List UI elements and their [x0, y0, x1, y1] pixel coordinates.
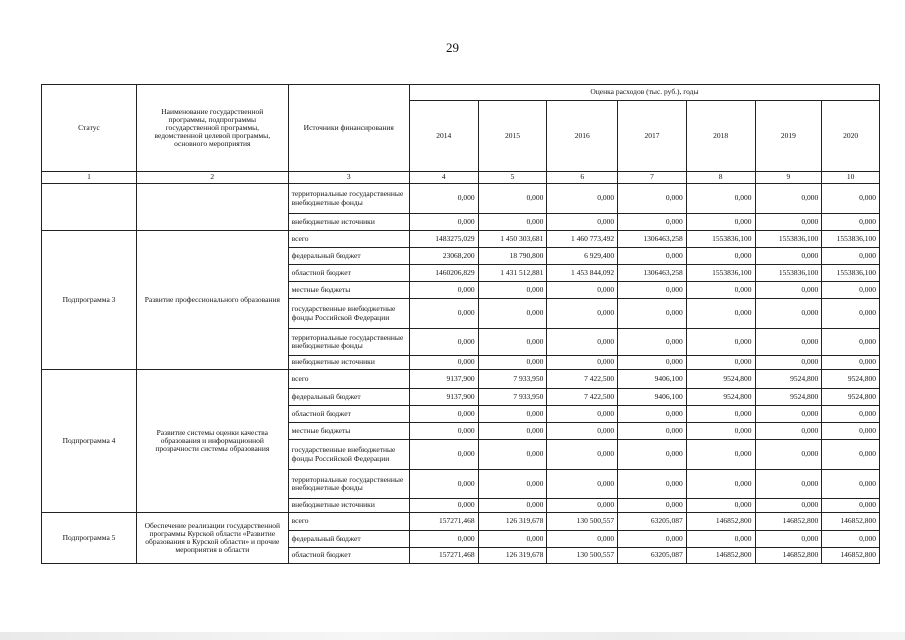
amount-cell: 0,000 — [686, 531, 755, 548]
amount-cell: 0,000 — [755, 470, 822, 499]
amount-cell: 0,000 — [618, 406, 687, 423]
amount-cell: 0,000 — [686, 423, 755, 440]
amount-cell: 7 422,500 — [547, 389, 618, 406]
amount-cell: 0,000 — [822, 248, 880, 265]
amount-cell: 0,000 — [755, 184, 822, 214]
amount-cell: 0,000 — [409, 440, 478, 470]
amount-cell: 0,000 — [755, 531, 822, 548]
funding-source-cell: территориальные государственные внебюджетные фонды — [288, 470, 409, 499]
amount-cell: 1 453 844,092 — [547, 265, 618, 282]
column-number: 9 — [755, 172, 822, 184]
amount-cell: 146852,800 — [822, 513, 880, 531]
amount-cell: 0,000 — [409, 184, 478, 214]
page-number: 29 — [446, 40, 459, 55]
funding-source-cell: территориальные государственные внебюджетные фонды — [288, 329, 409, 356]
amount-cell: 0,000 — [409, 406, 478, 423]
amount-cell: 0,000 — [409, 499, 478, 513]
funding-source-cell: федеральный бюджет — [288, 389, 409, 406]
amount-cell: 0,000 — [547, 356, 618, 370]
amount-cell: 7 933,950 — [478, 389, 547, 406]
amount-cell: 1553836,100 — [822, 265, 880, 282]
amount-cell: 0,000 — [618, 282, 687, 299]
status-cell: Подпрограмма 5 — [42, 513, 137, 564]
amount-cell: 0,000 — [822, 214, 880, 231]
amount-cell: 0,000 — [755, 214, 822, 231]
funding-source-cell: внебюджетные источники — [288, 214, 409, 231]
amount-cell: 0,000 — [755, 356, 822, 370]
status-cell: Подпрограмма 4 — [42, 370, 137, 513]
amount-cell: 0,000 — [547, 531, 618, 548]
amount-cell: 0,000 — [547, 470, 618, 499]
funding-source-cell: всего — [288, 231, 409, 248]
amount-cell: 0,000 — [755, 248, 822, 265]
amount-cell: 0,000 — [822, 499, 880, 513]
amount-cell: 0,000 — [755, 440, 822, 470]
amount-cell: 130 500,557 — [547, 513, 618, 531]
funding-source-cell: областной бюджет — [288, 548, 409, 564]
program-name-cell — [137, 184, 289, 231]
amount-cell: 0,000 — [618, 329, 687, 356]
header-name: Наименование государственной программы, подпрограммы государственной программы, ведомственной целевой программы, основного мероприятия — [137, 85, 289, 172]
header-year: 2016 — [547, 101, 618, 172]
amount-cell: 0,000 — [409, 329, 478, 356]
amount-cell: 1 460 773,492 — [547, 231, 618, 248]
amount-cell: 0,000 — [409, 531, 478, 548]
funding-source-cell: государственные внебюджетные фонды Российской Федерации — [288, 299, 409, 329]
amount-cell: 9524,800 — [755, 389, 822, 406]
amount-cell: 9406,100 — [618, 370, 687, 389]
amount-cell: 0,000 — [409, 299, 478, 329]
amount-cell: 157271,468 — [409, 548, 478, 564]
program-name-cell: Развитие профессионального образования — [137, 231, 289, 370]
amount-cell: 0,000 — [478, 299, 547, 329]
amount-cell: 9524,800 — [822, 389, 880, 406]
amount-cell: 0,000 — [478, 214, 547, 231]
amount-cell: 1553836,100 — [755, 265, 822, 282]
header-year: 2015 — [478, 101, 547, 172]
amount-cell: 126 319,678 — [478, 548, 547, 564]
header-sources: Источники финансирования — [288, 85, 409, 172]
amount-cell: 0,000 — [822, 356, 880, 370]
funding-source-cell: федеральный бюджет — [288, 531, 409, 548]
table-row — [42, 513, 880, 531]
funding-source-cell: местные бюджеты — [288, 423, 409, 440]
table-body — [42, 184, 880, 564]
amount-cell: 0,000 — [822, 299, 880, 329]
amount-cell: 0,000 — [822, 406, 880, 423]
amount-cell: 0,000 — [618, 531, 687, 548]
amount-cell: 0,000 — [409, 282, 478, 299]
amount-cell: 0,000 — [618, 423, 687, 440]
header-estimate: Оценка расходов (тыс. руб.), годы — [409, 85, 879, 101]
funding-source-cell: территориальные государственные внебюджетные фонды — [288, 184, 409, 214]
amount-cell: 126 319,678 — [478, 513, 547, 531]
amount-cell: 1306463,258 — [618, 265, 687, 282]
column-number: 1 — [42, 172, 137, 184]
amount-cell: 0,000 — [822, 470, 880, 499]
amount-cell: 18 790,800 — [478, 248, 547, 265]
funding-source-cell: областной бюджет — [288, 265, 409, 282]
amount-cell: 0,000 — [547, 499, 618, 513]
column-number: 10 — [822, 172, 880, 184]
column-number: 3 — [288, 172, 409, 184]
header-year: 2014 — [409, 101, 478, 172]
funding-source-cell: всего — [288, 513, 409, 531]
column-number: 8 — [686, 172, 755, 184]
amount-cell: 0,000 — [547, 406, 618, 423]
header-year: 2019 — [755, 101, 822, 172]
amount-cell: 0,000 — [409, 356, 478, 370]
table-row — [42, 231, 880, 248]
amount-cell: 7 422,500 — [547, 370, 618, 389]
amount-cell: 0,000 — [822, 329, 880, 356]
amount-cell: 9524,800 — [755, 370, 822, 389]
amount-cell: 0,000 — [686, 299, 755, 329]
budget-table — [41, 84, 880, 564]
table-row — [42, 370, 880, 389]
amount-cell: 0,000 — [618, 214, 687, 231]
amount-cell: 146852,800 — [755, 513, 822, 531]
column-number: 6 — [547, 172, 618, 184]
amount-cell: 63205,087 — [618, 513, 687, 531]
funding-source-cell: государственные внебюджетные фонды Российской Федерации — [288, 440, 409, 470]
amount-cell: 0,000 — [822, 184, 880, 214]
amount-cell: 146852,800 — [822, 548, 880, 564]
amount-cell: 1483275,029 — [409, 231, 478, 248]
program-name-cell: Обеспечение реализации государственной программы Курской области «Развитие образования в Курской области» и прочие мероприятия в области — [137, 513, 289, 564]
amount-cell: 9137,900 — [409, 370, 478, 389]
amount-cell: 0,000 — [547, 184, 618, 214]
amount-cell: 1460206,829 — [409, 265, 478, 282]
amount-cell: 0,000 — [547, 423, 618, 440]
amount-cell: 7 933,950 — [478, 370, 547, 389]
amount-cell: 0,000 — [547, 299, 618, 329]
header-year: 2018 — [686, 101, 755, 172]
amount-cell: 146852,800 — [686, 513, 755, 531]
funding-source-cell: внебюджетные источники — [288, 356, 409, 370]
amount-cell: 0,000 — [686, 356, 755, 370]
table-header — [42, 85, 880, 184]
amount-cell: 0,000 — [822, 423, 880, 440]
amount-cell: 63205,087 — [618, 548, 687, 564]
amount-cell: 0,000 — [618, 356, 687, 370]
amount-cell: 0,000 — [618, 248, 687, 265]
amount-cell: 9137,900 — [409, 389, 478, 406]
amount-cell: 0,000 — [547, 282, 618, 299]
amount-cell: 0,000 — [755, 299, 822, 329]
amount-cell: 9524,800 — [686, 389, 755, 406]
amount-cell: 0,000 — [618, 499, 687, 513]
amount-cell: 0,000 — [755, 499, 822, 513]
column-number: 2 — [137, 172, 289, 184]
amount-cell: 1553836,100 — [686, 231, 755, 248]
amount-cell: 0,000 — [547, 440, 618, 470]
amount-cell: 0,000 — [755, 423, 822, 440]
amount-cell: 0,000 — [686, 282, 755, 299]
program-name-cell: Развитие системы оценки качества образования и информационной прозрачности системы образования — [137, 370, 289, 513]
column-number: 5 — [478, 172, 547, 184]
status-cell — [42, 184, 137, 231]
amount-cell: 0,000 — [478, 356, 547, 370]
amount-cell: 130 500,557 — [547, 548, 618, 564]
amount-cell: 0,000 — [478, 499, 547, 513]
amount-cell: 0,000 — [478, 440, 547, 470]
amount-cell: 146852,800 — [686, 548, 755, 564]
amount-cell: 6 929,400 — [547, 248, 618, 265]
amount-cell: 0,000 — [618, 440, 687, 470]
amount-cell: 146852,800 — [755, 548, 822, 564]
amount-cell: 0,000 — [478, 470, 547, 499]
amount-cell: 1 431 512,881 — [478, 265, 547, 282]
amount-cell: 0,000 — [755, 282, 822, 299]
amount-cell: 0,000 — [409, 470, 478, 499]
amount-cell: 0,000 — [409, 423, 478, 440]
funding-source-cell: всего — [288, 370, 409, 389]
funding-source-cell: областной бюджет — [288, 406, 409, 423]
amount-cell: 0,000 — [686, 440, 755, 470]
amount-cell: 0,000 — [822, 531, 880, 548]
amount-cell: 0,000 — [686, 184, 755, 214]
amount-cell: 0,000 — [478, 406, 547, 423]
column-number: 7 — [618, 172, 687, 184]
amount-cell: 0,000 — [618, 184, 687, 214]
amount-cell: 0,000 — [618, 470, 687, 499]
amount-cell: 0,000 — [478, 423, 547, 440]
funding-source-cell: внебюджетные источники — [288, 499, 409, 513]
amount-cell: 9524,800 — [686, 370, 755, 389]
amount-cell: 0,000 — [686, 406, 755, 423]
column-number: 4 — [409, 172, 478, 184]
amount-cell: 0,000 — [755, 329, 822, 356]
amount-cell: 0,000 — [478, 531, 547, 548]
header-status: Статус — [42, 85, 137, 172]
amount-cell: 1553836,100 — [686, 265, 755, 282]
amount-cell: 1 450 303,681 — [478, 231, 547, 248]
amount-cell: 0,000 — [755, 406, 822, 423]
amount-cell: 0,000 — [478, 329, 547, 356]
amount-cell: 0,000 — [409, 214, 478, 231]
amount-cell: 0,000 — [822, 282, 880, 299]
scan-artifact — [0, 632, 905, 640]
amount-cell: 0,000 — [822, 440, 880, 470]
amount-cell: 1553836,100 — [822, 231, 880, 248]
amount-cell: 0,000 — [478, 282, 547, 299]
amount-cell: 9524,800 — [822, 370, 880, 389]
amount-cell: 0,000 — [686, 329, 755, 356]
funding-source-cell: федеральный бюджет — [288, 248, 409, 265]
amount-cell: 0,000 — [686, 499, 755, 513]
header-year: 2020 — [822, 101, 880, 172]
amount-cell: 1553836,100 — [755, 231, 822, 248]
status-cell: Подпрограмма 3 — [42, 231, 137, 370]
amount-cell: 9406,100 — [618, 389, 687, 406]
amount-cell: 0,000 — [686, 214, 755, 231]
amount-cell: 0,000 — [618, 299, 687, 329]
amount-cell: 23068,200 — [409, 248, 478, 265]
table-row — [42, 184, 880, 214]
amount-cell: 1306463,258 — [618, 231, 687, 248]
amount-cell: 0,000 — [547, 329, 618, 356]
header-year: 2017 — [618, 101, 687, 172]
amount-cell: 157271,468 — [409, 513, 478, 531]
amount-cell: 0,000 — [478, 184, 547, 214]
funding-source-cell: местные бюджеты — [288, 282, 409, 299]
amount-cell: 0,000 — [686, 470, 755, 499]
amount-cell: 0,000 — [686, 248, 755, 265]
amount-cell: 0,000 — [547, 214, 618, 231]
